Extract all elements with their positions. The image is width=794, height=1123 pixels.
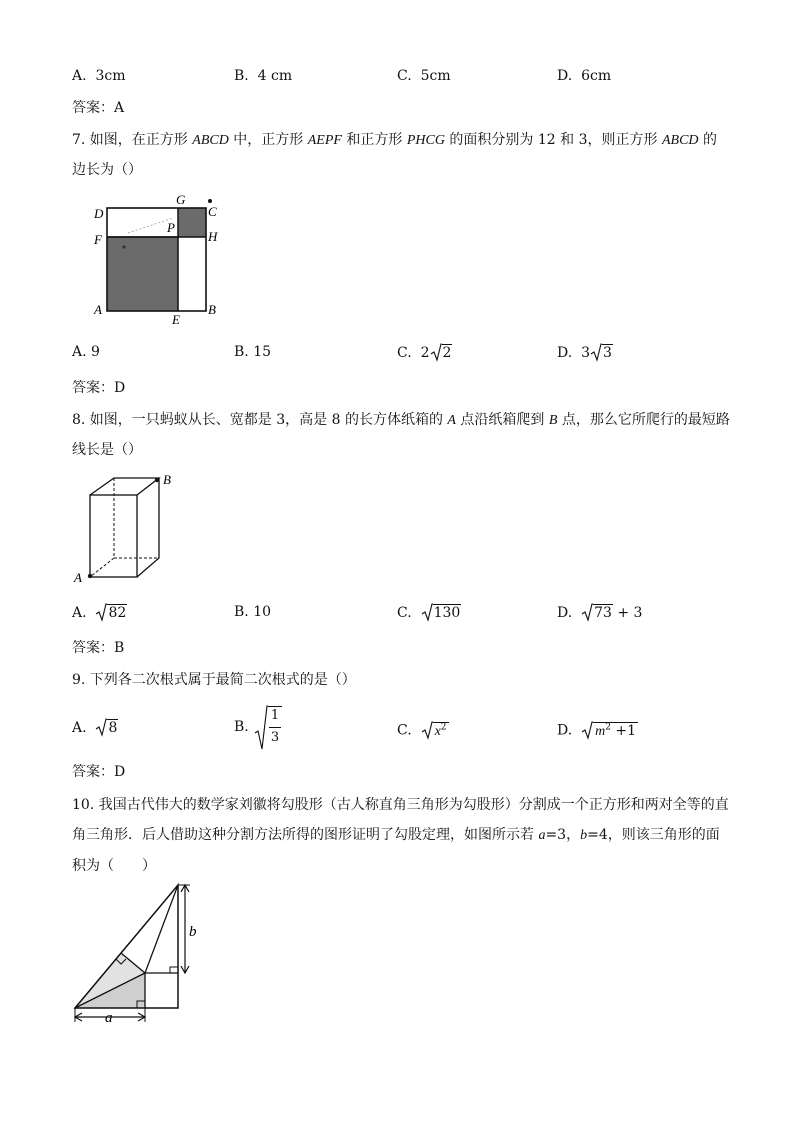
- q7-option-c[interactable]: C. 2 2: [397, 342, 452, 363]
- label-g: G: [176, 192, 186, 207]
- label-d: D: [94, 206, 104, 221]
- label-f: F: [94, 232, 102, 247]
- q7-option-a[interactable]: A. 9: [72, 344, 100, 360]
- q6-option-a[interactable]: A. 3cm: [72, 68, 126, 84]
- q10-question-line3: 积为（ ）: [72, 858, 156, 874]
- label-e: E: [172, 312, 180, 325]
- q9-option-a[interactable]: A. 8: [72, 717, 118, 738]
- q9-option-d[interactable]: D. $m^2 +1$: [557, 717, 638, 742]
- q8-option-c[interactable]: C. 130: [397, 602, 461, 623]
- q8-option-a[interactable]: A. 82: [72, 602, 127, 623]
- fraction-numerator: 1: [268, 706, 282, 725]
- radical-sign-icon: [581, 602, 593, 622]
- label-h: H: [208, 229, 218, 244]
- q6-option-d[interactable]: D. 6cm: [557, 68, 612, 84]
- q8-question-line1: 8. 如图，一只蚂蚁从长、宽都是 3，高是 8 的长方体纸箱的 A 点沿纸箱爬到 B 点，那么它所爬行的最短路: [72, 412, 730, 428]
- q7-answer: 答案：D: [72, 380, 126, 396]
- label-c: C: [208, 204, 217, 219]
- q6-option-b[interactable]: B. 4 cm: [234, 68, 293, 84]
- radical-sign-icon: [421, 720, 433, 740]
- q6-answer: 答案：A: [72, 100, 125, 116]
- radical-sign-icon: [581, 720, 593, 740]
- q8-answer: 答案：B: [72, 640, 125, 656]
- label-a: A: [74, 570, 82, 585]
- label-a: A: [94, 302, 102, 317]
- q8-option-d[interactable]: D. 73 + 3: [557, 602, 642, 623]
- radical-sign-icon: [95, 602, 107, 622]
- q10-question-line1: 10. 我国古代伟大的数学家刘徽将勾股形（古人称直角三角形为勾股形）分割成一个正方形和两对全等的直: [72, 797, 729, 813]
- q6-option-c[interactable]: C. 5cm: [397, 68, 451, 84]
- q7-option-d[interactable]: D. 3 3: [557, 342, 613, 363]
- q7-question-line2: 边长为（）: [72, 162, 142, 178]
- label-b: B: [208, 302, 216, 317]
- radical-sign-icon: [430, 342, 442, 362]
- square-phcg: [178, 208, 206, 237]
- radical-sign-icon: [421, 602, 433, 622]
- q7-question-line1: 7. 如图，在正方形 ABCD 中，正方形 AEPF 和正方形 PHCG 的面积分别为 12 和 3，则正方形 ABCD 的: [72, 132, 717, 148]
- q10-figure: [70, 880, 205, 1025]
- radical-sign-icon: [590, 342, 602, 362]
- radical-sign-icon: [95, 717, 107, 737]
- q9-option-c[interactable]: C. $x^2$: [397, 717, 449, 742]
- label-a: a: [105, 1010, 113, 1025]
- label-p: P: [167, 220, 175, 235]
- q8-figure: [70, 470, 190, 585]
- q9-question-line1: 9. 下列各二次根式属于最简二次根式的是（）: [72, 672, 356, 688]
- q7-figure: [88, 190, 228, 325]
- radical-sign-icon: [254, 705, 268, 751]
- q8-question-line2: 线长是（）: [72, 442, 142, 458]
- label-b: b: [189, 924, 197, 940]
- fraction-denominator: 3: [270, 730, 280, 745]
- q10-question-line2: 角三角形．后人借助这种分割方法所得的图形证明了勾股定理，如图所示若 a=3，b=4，则该三角形的面: [72, 827, 720, 843]
- q7-option-b[interactable]: B. 15: [234, 344, 272, 360]
- q8-option-b[interactable]: B. 10: [234, 604, 272, 620]
- q9-answer: 答案：D: [72, 764, 126, 780]
- label-b: B: [163, 472, 171, 487]
- square-aepf: [107, 237, 178, 311]
